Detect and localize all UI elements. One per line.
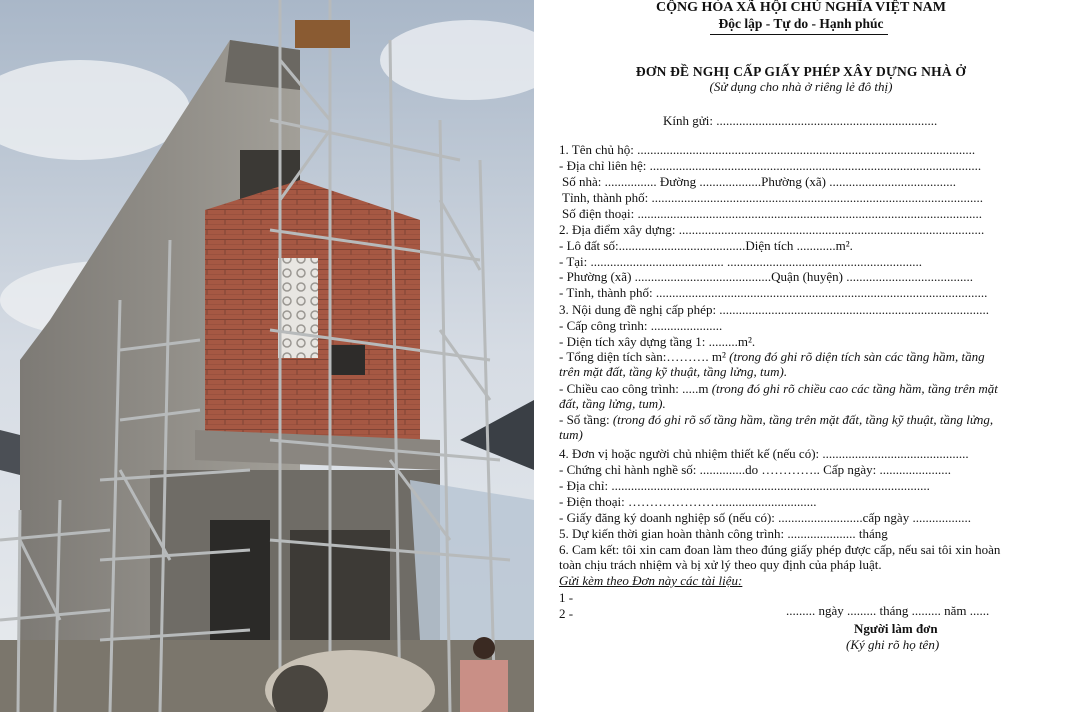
form-line-12: 3. Nội dung đề nghị cấp phép: ................................................................................... [559, 302, 990, 317]
form-line-11: - Tỉnh, thành phố: ...................................................................................................... [559, 285, 988, 300]
form-line-15: - Tổng diện tích sàn:………. m² (trong đó ghi rõ diện tích sàn các tầng hầm, tầng [559, 349, 985, 364]
form-line-13: - Cấp công trình: ...................... [559, 318, 723, 333]
motto: Độc lập - Tự do - Hạnh phúc [718, 16, 884, 31]
form-line-25: - Giấy đăng ký doanh nghiệp số (nếu có): ..........................cấp ngày .................. [559, 510, 971, 525]
form-line-24: - Điện thoại: ………………….............................. [559, 494, 817, 509]
form-line-30: 1 - [559, 590, 574, 605]
form-line-18: đất, tầng lửng, tum). [559, 396, 666, 411]
form-line-6: Số điện thoại: .......................................................................................................... [562, 206, 982, 221]
signer-note: (Ký ghi rõ họ tên) [846, 637, 940, 652]
vent-blocks [278, 258, 318, 358]
form-line-14: - Diện tích xây dựng tầng 1: .........m². [559, 334, 756, 349]
worker [460, 660, 508, 712]
form-line-26: 5. Dự kiến thời gian hoàn thành công trình: ..................... tháng [559, 526, 888, 541]
form-line-7: 2. Địa điểm xây dựng: .............................................................................................. [559, 222, 985, 237]
form-line-19: - Số tầng: (trong đó ghi rõ số tầng hầm, tầng trên mặt đất, tầng kỹ thuật, tầng lửng, [559, 412, 994, 427]
form-line-4: Số nhà: ................ Đường ...................Phường (xã) ....................................... [562, 174, 956, 189]
form-line-9: - Tại: ......................................... ............................................................ [559, 254, 923, 269]
form-line-29: Gửi kèm theo Đơn này các tài liệu: [559, 573, 743, 588]
form-line-8: - Lô đất số:.......................................Diện tích ............m². [559, 238, 853, 253]
signer-title: Người làm đơn [854, 621, 938, 636]
form-line-31: 2 - [559, 606, 574, 621]
form-line-22: - Chứng chỉ hành nghề số: ..............do ………….. Cấp ngày: ...................... [559, 462, 951, 477]
form-line-28: toàn chịu trách nhiệm và bị xử lý theo quy định của pháp luật. [559, 557, 882, 572]
date-line: ......... ngày ......... tháng ......... năm ...... [786, 603, 990, 618]
form-line-17: - Chiều cao công trình: .....m (trong đó ghi rõ chiều cao các tầng hầm, tầng trên mặt [559, 381, 998, 396]
form-subtitle: (Sử dụng cho nhà ở riêng lẻ đô thị) [709, 79, 893, 94]
national-header: CỘNG HÒA XÃ HỘI CHỦ NGHĨA VIỆT NAM [655, 0, 946, 15]
header-underline [710, 34, 888, 35]
form-line-1: Kính gửi: .................................................................... [663, 113, 938, 128]
top-bucket [295, 20, 350, 48]
form-line-16: trên mặt đất, tầng kỹ thuật, tầng lửng, tum). [559, 364, 788, 379]
form-line-5: Tỉnh, thành phố: ...................................................................................................... [562, 190, 984, 205]
form-line-3: - Địa chỉ liên hệ: ...................................................................................................... [559, 158, 982, 173]
permit-application-form [534, 0, 1068, 712]
form-line-23: - Địa chỉ: .................................................................................................. [559, 478, 930, 493]
form-line-21: 4. Đơn vị hoặc người chủ nhiệm thiết kế (nếu có): ............................................. [559, 446, 969, 461]
form-line-2: 1. Tên chủ hộ: ........................................................................................................ [559, 142, 976, 157]
form-line-10: - Phường (xã) ..........................................Quận (huyện) ....................................... [559, 269, 973, 284]
form-line-20: tum) [559, 427, 583, 442]
form-line-27: 6. Cam kết: tôi xin cam đoan làm theo đúng giấy phép được cấp, nếu sai tôi xin hoàn [559, 542, 1001, 557]
form-title: ĐƠN ĐỀ NGHỊ CẤP GIẤY PHÉP XÂY DỰNG NHÀ Ở [635, 64, 967, 79]
